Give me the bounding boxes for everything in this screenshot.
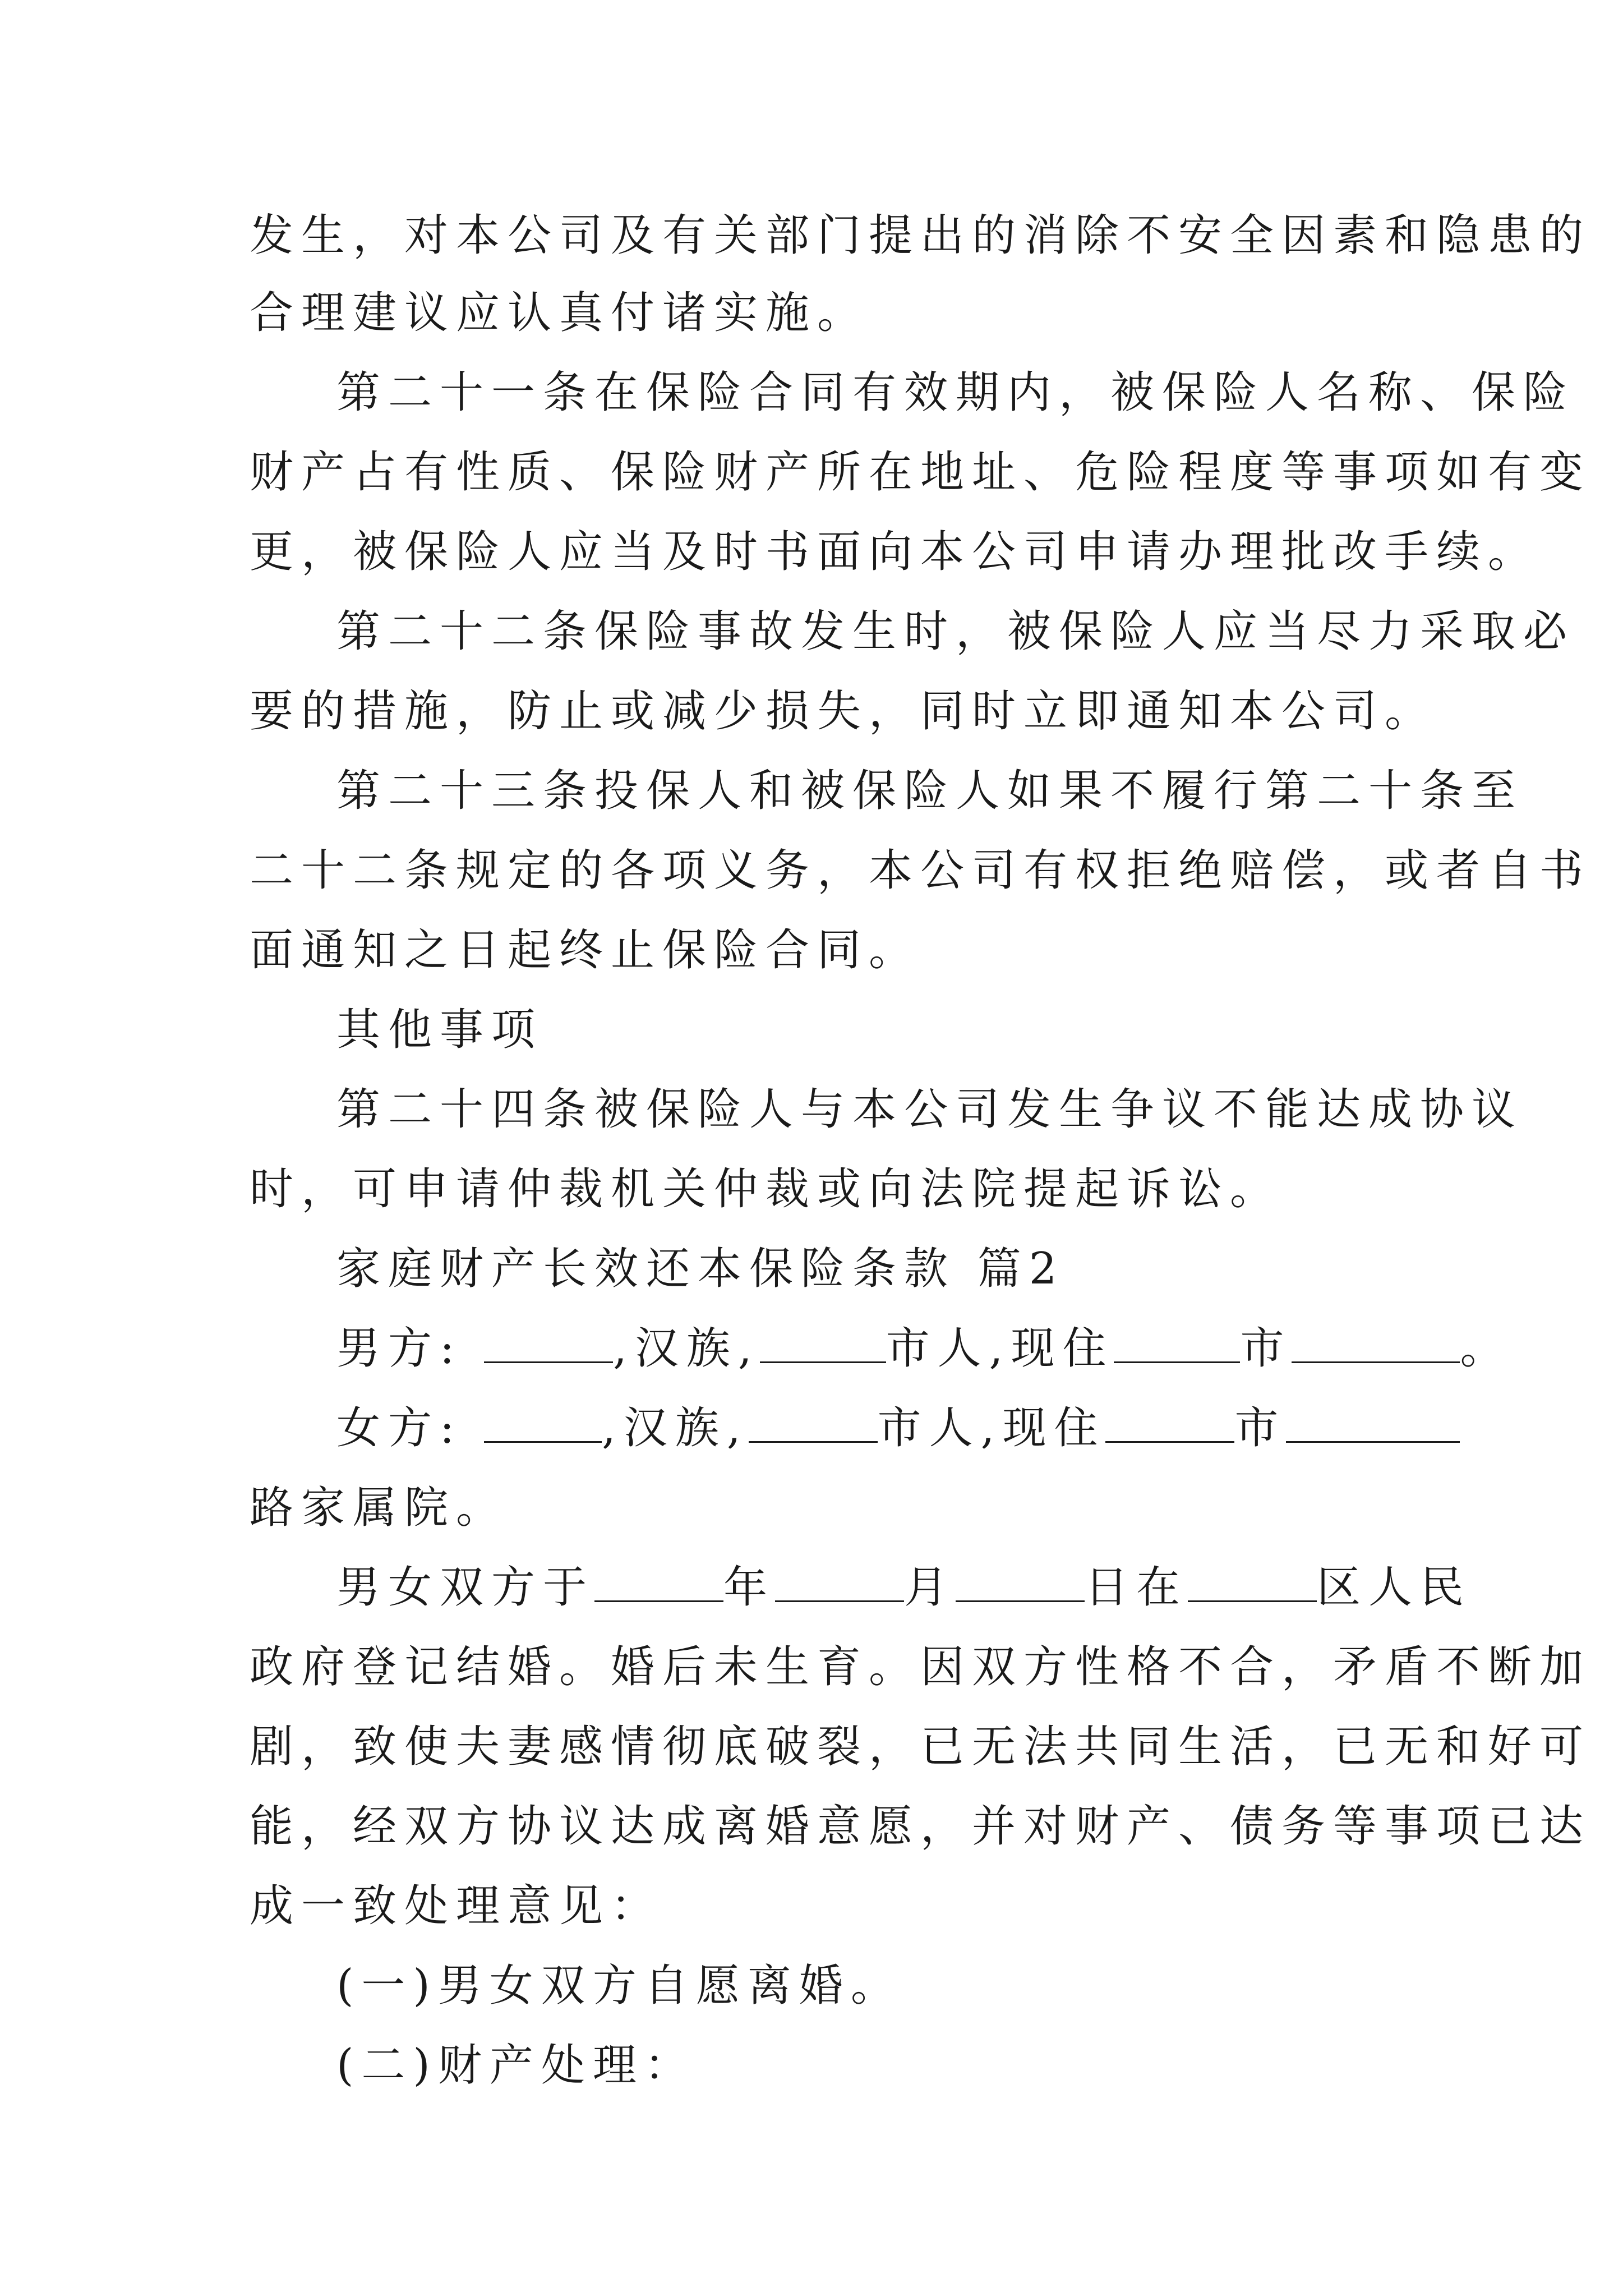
marriage-text: 男女双方于 <box>336 1562 595 1613</box>
female-party-line <box>336 1400 1382 1456</box>
paragraph-line: 要的措施，防止或减少损失，同时立即通知本公司。 <box>250 686 1437 737</box>
paragraph-line: 合理建议应认真付诸实施。 <box>250 288 869 338</box>
male-party-line <box>336 1320 1512 1377</box>
day-blank <box>956 1561 1085 1602</box>
female-address-blank <box>1286 1402 1460 1443</box>
male-text: 。 <box>1460 1323 1512 1374</box>
paragraph-line: 路家属院。 <box>250 1483 508 1533</box>
paragraph-line: 剧，致使夫妻感情彻底破裂，已无法共同生活，已无和好可 <box>250 1722 1592 1772</box>
article-23-line: 第二十三条投保人和被保险人如果不履行第二十条至 <box>336 766 1524 816</box>
female-text: 市 <box>1234 1403 1287 1453</box>
section-heading: 其他事项 <box>336 1005 543 1055</box>
male-text: 市 <box>1240 1323 1292 1374</box>
item-two: (二)财产处理： <box>336 2040 696 2091</box>
paragraph-line: 时，可申请仲裁机关仲裁或向法院提起诉讼。 <box>250 1164 1282 1214</box>
female-city-blank <box>749 1402 878 1443</box>
male-name-blank <box>484 1322 613 1363</box>
paragraph-line: 面通知之日起终止保险合同。 <box>250 925 921 976</box>
marriage-text: 月 <box>904 1562 956 1613</box>
male-city-blank <box>760 1322 886 1363</box>
male-text: ,汉族, <box>613 1323 760 1374</box>
district-blank <box>1188 1561 1317 1602</box>
article-22-line: 第二十二条保险事故发生时，被保险人应当尽力采取必 <box>336 606 1575 657</box>
year-blank <box>594 1561 723 1602</box>
paragraph-line: 财产占有性质、保险财产所在地址、危险程度等事项如有变 <box>250 447 1592 498</box>
female-residence-blank <box>1105 1402 1234 1443</box>
female-text: ,汉族, <box>602 1403 749 1453</box>
female-label: 女方: <box>336 1403 463 1453</box>
male-residence-blank <box>1114 1322 1240 1363</box>
male-address-blank <box>1292 1322 1460 1363</box>
male-text: 市人,现住 <box>886 1323 1114 1374</box>
section-title: 家庭财产长效还本保险条款 篇2 <box>336 1244 1065 1294</box>
paragraph-line: 成一致处理意见： <box>250 1881 663 1931</box>
paragraph-line: 能，经双方协议达成离婚意愿，并对财产、债务等事项已达 <box>250 1801 1592 1852</box>
marriage-text: 区人民 <box>1317 1562 1472 1613</box>
item-one: (一)男女双方自愿离婚。 <box>336 1961 902 2011</box>
female-name-blank <box>484 1402 602 1443</box>
marriage-line <box>336 1559 1472 1616</box>
month-blank <box>775 1561 904 1602</box>
marriage-text: 年 <box>723 1562 776 1613</box>
article-24-line: 第二十四条被保险人与本公司发生争议不能达成协议 <box>336 1084 1524 1135</box>
male-label: 男方: <box>336 1323 463 1374</box>
marriage-text: 日在 <box>1085 1562 1188 1613</box>
paragraph-line: 政府登记结婚。婚后未生育。因双方性格不合，矛盾不断加 <box>250 1642 1592 1692</box>
paragraph-line: 发生，对本公司及有关部门提出的消除不安全因素和隐患的 <box>250 210 1592 261</box>
female-text: 市人,现住 <box>877 1403 1106 1453</box>
paragraph-line: 二十二条规定的各项义务，本公司有权拒绝赔偿，或者自书 <box>250 845 1592 896</box>
paragraph-line: 更，被保险人应当及时书面向本公司申请办理批改手续。 <box>250 527 1540 577</box>
article-21-line: 第二十一条在保险合同有效期内，被保险人名称、保险 <box>336 367 1575 418</box>
